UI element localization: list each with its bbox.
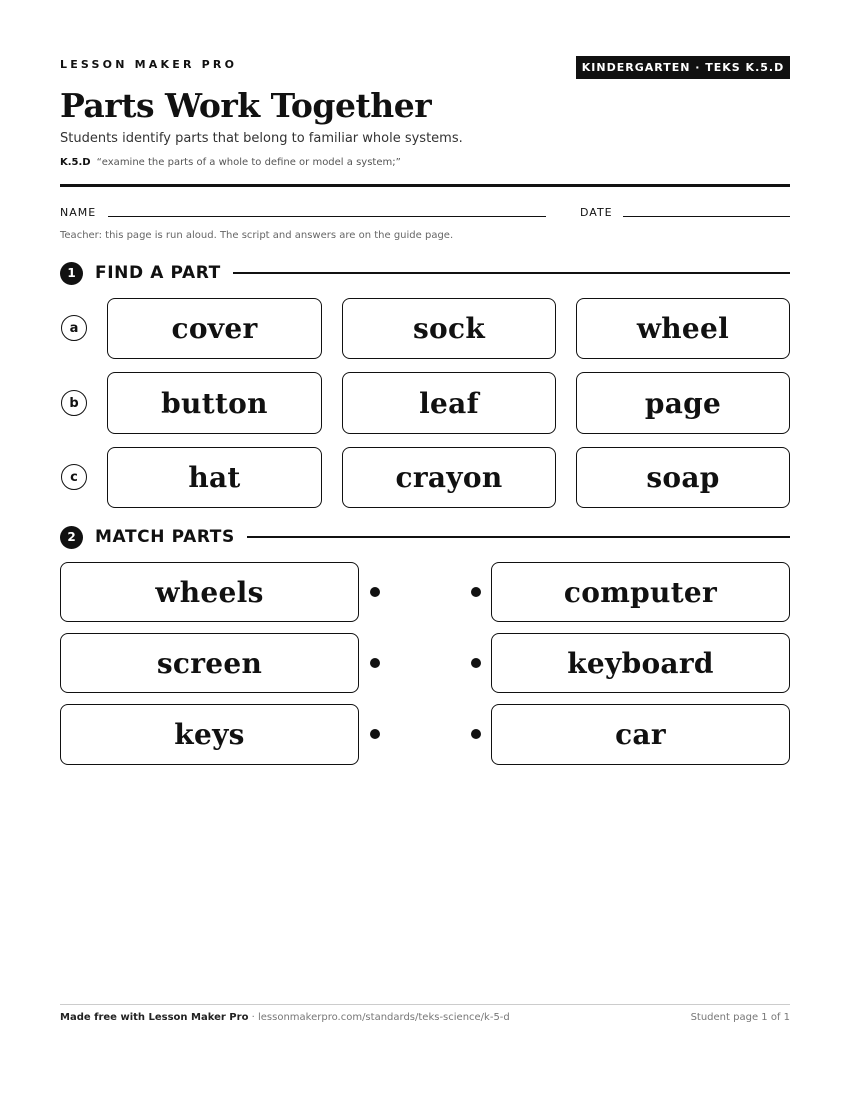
match-left-card[interactable]: screen xyxy=(60,633,359,693)
page-title: Parts Work Together xyxy=(60,86,432,125)
standard-code: K.5.D xyxy=(60,157,91,168)
match-dot-right[interactable] xyxy=(471,729,481,739)
teacher-note: Teacher: this page is run aloud. The script and answers are on the guide page. xyxy=(60,230,454,241)
date-label: DATE xyxy=(580,206,613,219)
date-line[interactable] xyxy=(623,216,790,217)
footer-divider xyxy=(60,1004,790,1005)
match-left-card[interactable]: keys xyxy=(60,704,359,765)
section-label: MATCH PARTS xyxy=(95,527,235,547)
match-right-card[interactable]: car xyxy=(491,704,790,765)
header-divider xyxy=(60,184,790,187)
section-number: 1 xyxy=(60,262,83,285)
word-card[interactable]: leaf xyxy=(342,372,556,434)
match-dot-left[interactable] xyxy=(370,729,380,739)
standard-text: “examine the parts of a whole to define or model a system;” xyxy=(96,157,401,168)
word-card[interactable]: cover xyxy=(107,298,322,359)
footer-url[interactable]: · lessonmakerpro.com/standards/teks-science/k-5-d xyxy=(248,1012,510,1023)
name-line[interactable] xyxy=(108,216,546,217)
grade-badge: KINDERGARTEN · TEKS K.5.D xyxy=(576,56,790,79)
match-dot-left[interactable] xyxy=(370,658,380,668)
word-card[interactable]: page xyxy=(576,372,790,434)
row-letter-b: b xyxy=(61,390,87,416)
word-card[interactable]: wheel xyxy=(576,298,790,359)
match-left-card[interactable]: wheels xyxy=(60,562,359,622)
page-subtitle: Students identify parts that belong to familiar whole systems. xyxy=(60,131,463,146)
match-dot-right[interactable] xyxy=(471,587,481,597)
match-right-card[interactable]: computer xyxy=(491,562,790,622)
section-label: FIND A PART xyxy=(95,263,221,283)
word-card[interactable]: crayon xyxy=(342,447,556,508)
section-rule xyxy=(233,272,790,274)
section-number: 2 xyxy=(60,526,83,549)
match-dot-right[interactable] xyxy=(471,658,481,668)
standard-line xyxy=(60,157,401,168)
footer-made-with: Made free with Lesson Maker Pro xyxy=(60,1012,249,1023)
section-find-a-part xyxy=(60,261,790,285)
brand-name: LESSON MAKER PRO xyxy=(60,58,238,71)
section-rule xyxy=(247,536,790,538)
row-letter-c: c xyxy=(61,464,87,490)
name-label: NAME xyxy=(60,206,97,219)
word-card[interactable]: soap xyxy=(576,447,790,508)
match-right-card[interactable]: keyboard xyxy=(491,633,790,693)
footer-credit xyxy=(60,1012,510,1023)
footer-page-info: Student page 1 of 1 xyxy=(690,1012,790,1023)
section-match-parts xyxy=(60,525,790,549)
match-dot-left[interactable] xyxy=(370,587,380,597)
word-card[interactable]: button xyxy=(107,372,322,434)
row-letter-a: a xyxy=(61,315,87,341)
word-card[interactable]: hat xyxy=(107,447,322,508)
word-card[interactable]: sock xyxy=(342,298,556,359)
